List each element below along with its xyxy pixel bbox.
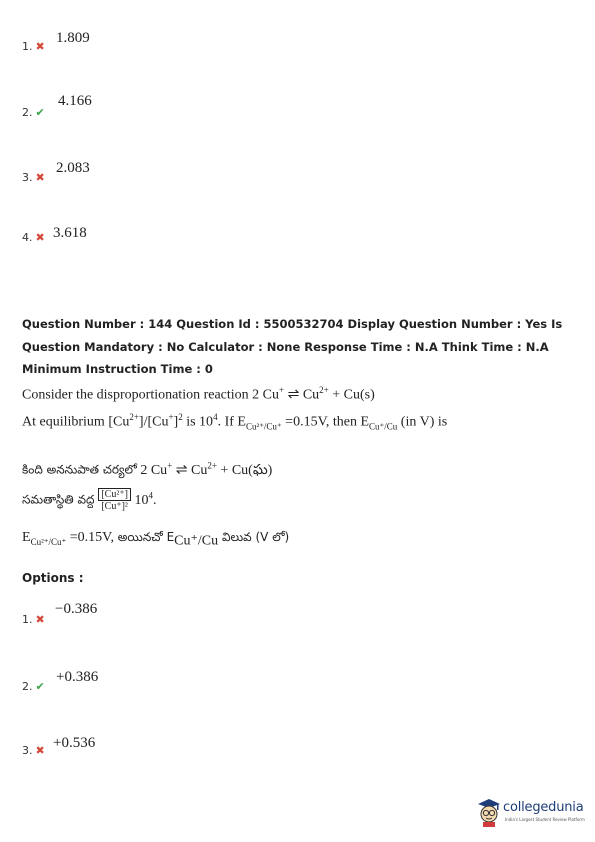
option-number: 4. ✖: [22, 231, 45, 244]
mascot-icon: [475, 797, 503, 827]
logo-tagline: India's Largest Student Review Platform: [505, 817, 585, 822]
option-value: 4.166: [58, 93, 92, 109]
wrong-icon: ✖: [35, 744, 45, 757]
option-number: 2. ✔: [22, 680, 45, 693]
question-text-en-line1: Consider the disproportionation reaction 2 Cu+ ⇌ $Cu^{2+} + Cu(s)$: [22, 385, 375, 403]
check-icon: ✔: [35, 106, 45, 119]
option-number: 1. ✖: [22, 40, 45, 53]
logo-name: collegedunia: [503, 800, 584, 815]
option-value: +0.386: [56, 669, 99, 685]
concentration-fraction: $\frac{\text{[Cu²⁺]}}{\text{[Cu⁺]²}}$: [98, 488, 131, 512]
option-value: 3.618: [53, 225, 87, 241]
option-value: −0.386: [55, 601, 98, 617]
question-text-te-line2: సమతాస్థితి వద్ద $\frac{\text{[Cu²⁺]}}{\text{[Cu⁺]²}} 10^4$.: [22, 489, 157, 512]
wrong-icon: ✖: [35, 231, 45, 244]
option-value: 1.809: [56, 30, 90, 46]
option-value: +0.536: [53, 735, 96, 751]
option-number: 3. ✖: [22, 744, 45, 757]
question-text-te-line3: $E_{Cu^{2+}/Cu^+} =0.15V$, అయినచో $E_{Cu^+/Cu}$ విలువ (V లో): [22, 530, 290, 549]
wrong-icon: ✖: [35, 40, 45, 53]
wrong-icon: ✖: [35, 613, 45, 626]
option-number: 3. ✖: [22, 171, 45, 184]
question-text-te-line1: కింది అననుపాత చర్యలో 2 Cu+ ⇌ $Cu^{2+}$ + Cu(ఘ): [22, 460, 273, 478]
option-number: 1. ✖: [22, 613, 45, 626]
option-number: 2. ✔: [22, 106, 45, 119]
question-meta: Question Number : 144 Question Id : 5500532704 Display Question Number : Yes Is Question Mandatory : No Calculator : None Response Time : N.A Think Time : N.A Minimum Instruction Time : 0: [22, 317, 563, 376]
wrong-icon: ✖: [35, 171, 45, 184]
options-label: Options :: [22, 571, 84, 585]
collegedunia-logo: [475, 797, 587, 829]
question-text-en-line2: At equilibrium $[Cu^{2+}]/[Cu^+]^2$ is $10^4$. If $E_{Cu^{2+}/Cu^+} =0.15V$, then $E_{Cu^+/Cu}$ (in V) is: [22, 412, 448, 432]
check-icon: ✔: [35, 680, 45, 693]
option-value: 2.083: [56, 160, 90, 176]
